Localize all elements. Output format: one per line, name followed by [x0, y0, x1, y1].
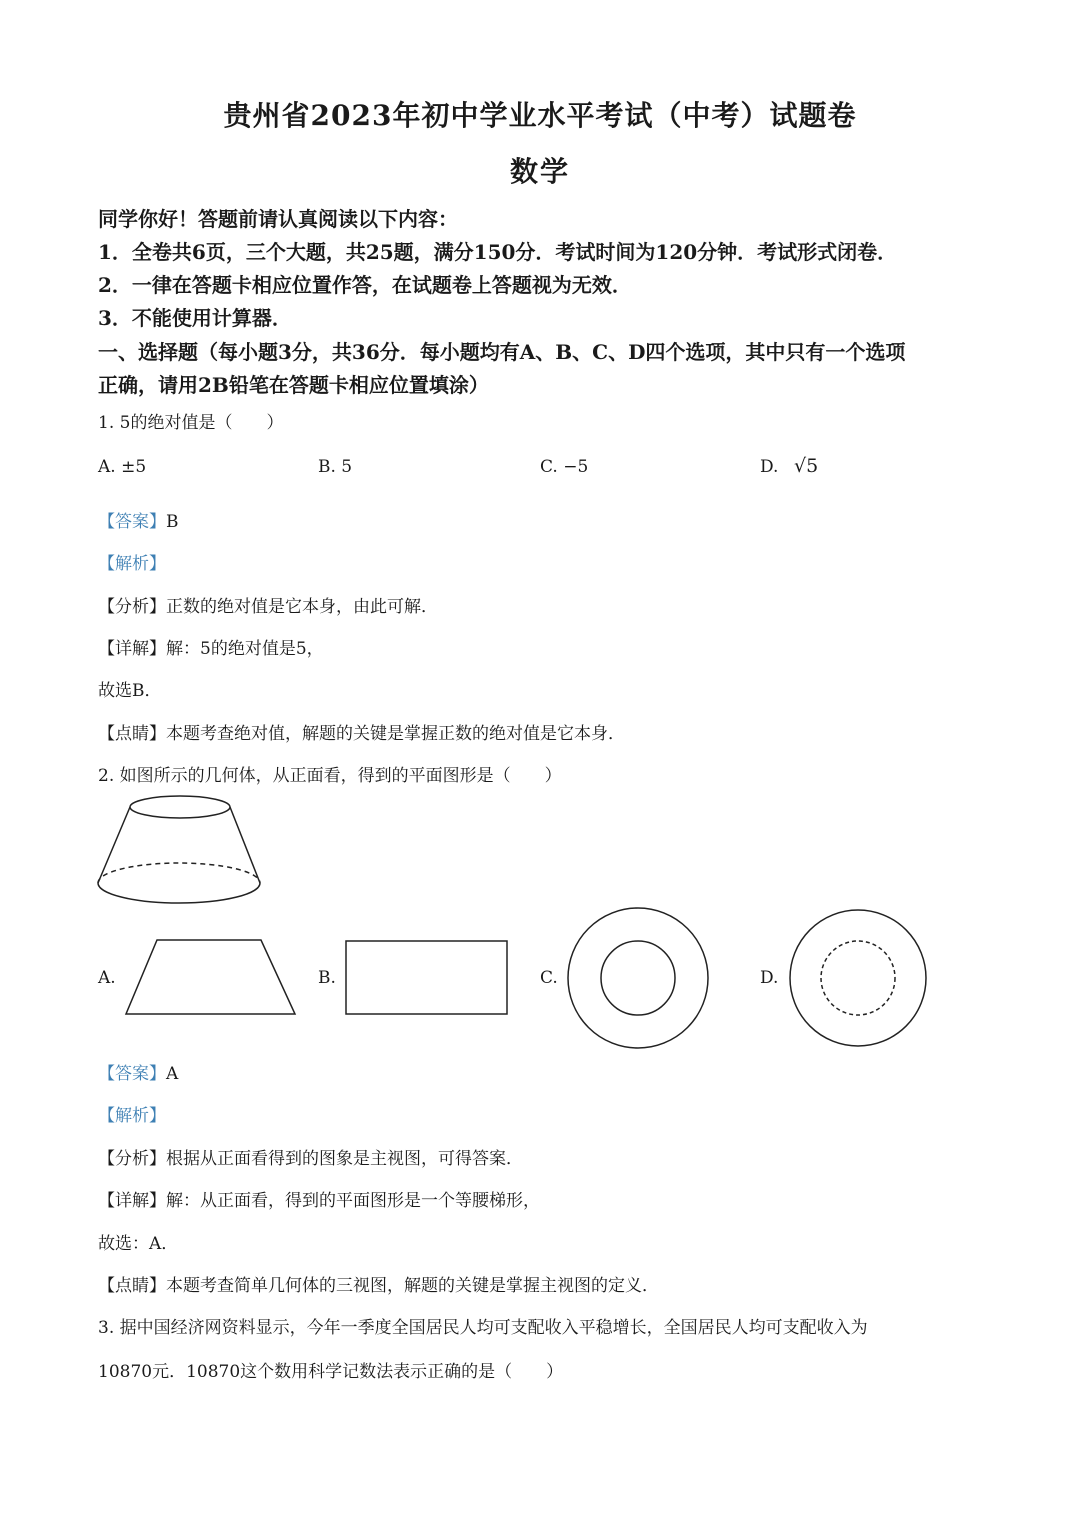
q1-dianjing: [98, 719, 625, 744]
instruction-item-2: 2．一律在答题卡相应位置作答，在试题卷上答题视为无效．: [98, 273, 632, 297]
trapezoid-shape: [120, 935, 302, 1020]
dianjing-tag: 【点睛】: [98, 1276, 166, 1296]
q3-stem-line-2: 10870元．10870这个数用科学记数法表示正确的是（ ）: [98, 1362, 564, 1382]
answer-value: B: [166, 512, 179, 532]
fenxi-text: 正数的绝对值是它本身，由此可解．: [166, 597, 438, 617]
q1-xiangjie: [98, 634, 324, 659]
q2-analysis-tag: 【解析】: [98, 1106, 166, 1126]
section-heading-line-2: 正确，请用2B铅笔在答题卡相应位置填涂）: [98, 373, 489, 397]
section-heading-line-1: 一、选择题（每小题3分，共36分．每小题均有A、B、C、D四个选项，其中只有一个选项: [98, 340, 906, 364]
xiangjie-tag: 【详解】: [98, 639, 166, 659]
q2-option-a: A.: [98, 968, 116, 988]
concentric-circles-solid: [562, 902, 714, 1054]
dianjing-text: 本题考查简单几何体的三视图，解题的关键是掌握主视图的定义．: [166, 1276, 659, 1296]
page-title: 贵州省2023年初中学业水平考试（中考）试题卷: [223, 99, 857, 132]
dianjing-text: 本题考查绝对值，解题的关键是掌握正数的绝对值是它本身．: [166, 724, 625, 744]
q1-stem: 1. 5的绝对值是（ ）: [98, 413, 284, 433]
q1-conclusion: 故选B．: [98, 681, 162, 701]
q3-stem-line-1: 3. 据中国经济网资料显示，今年一季度全国居民人均可支配收入平稳增长，全国居民人均可支配收入为: [98, 1318, 868, 1338]
subject-title: 数学: [509, 155, 570, 188]
answer-tag: 【答案】: [98, 1064, 166, 1084]
fenxi-text: 根据从正面看得到的图象是主视图，可得答案．: [166, 1149, 523, 1169]
concentric-circles-dashed: [782, 902, 934, 1054]
q2-fenxi: [98, 1144, 523, 1169]
q1-answer: [98, 507, 179, 532]
xiangjie-text: 解：从正面看，得到的平面图形是一个等腰梯形，: [166, 1191, 540, 1211]
q2-dianjing: [98, 1271, 659, 1296]
xiangjie-tag: 【详解】: [98, 1191, 166, 1211]
fenxi-tag: 【分析】: [98, 597, 166, 617]
q2-conclusion: 故选：A．: [98, 1234, 179, 1254]
xiangjie-text: 解：5的绝对值是5，: [166, 639, 324, 659]
q1-fenxi: [98, 592, 438, 617]
instruction-item-1: 1．全卷共6页，三个大题，共25题，满分150分．考试时间为120分钟．考试形式闭卷．: [98, 240, 898, 264]
q1-option-a: A. ±5: [98, 457, 147, 477]
q1-option-d: D.: [760, 457, 779, 477]
q1-option-c: C. −5: [540, 457, 589, 477]
q1-option-b: B. 5: [318, 457, 353, 477]
q2-xiangjie: [98, 1186, 540, 1211]
answer-value: A: [166, 1064, 179, 1084]
q2-option-d: D.: [760, 968, 779, 988]
rectangle-shape: [340, 935, 512, 1019]
instruction-item-3: 3．不能使用计算器．: [98, 306, 292, 330]
dianjing-tag: 【点睛】: [98, 724, 166, 744]
q1-analysis-tag: 【解析】: [98, 554, 166, 574]
instructions-intro: 同学你好！答题前请认真阅读以下内容：: [98, 207, 458, 231]
q2-option-c: C.: [540, 968, 558, 988]
q1-option-d-sqrt: √5: [794, 455, 819, 477]
fenxi-tag: 【分析】: [98, 1149, 166, 1169]
q2-answer: [98, 1059, 178, 1084]
answer-tag: 【答案】: [98, 512, 166, 532]
q2-option-b: B.: [318, 968, 336, 988]
frustum-figure: [90, 790, 270, 910]
q2-stem: 2. 如图所示的几何体，从正面看，得到的平面图形是（ ）: [98, 766, 562, 786]
